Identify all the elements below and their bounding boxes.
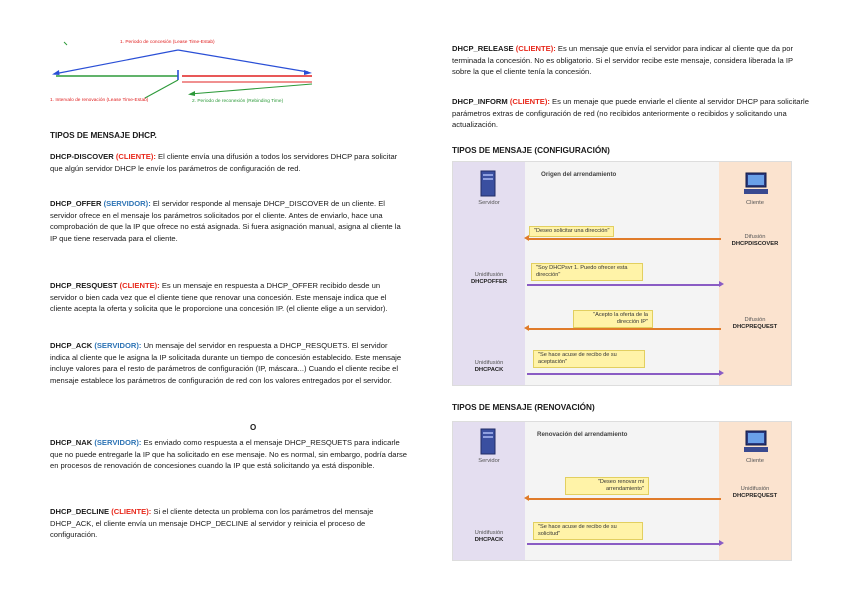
side-label-a: Difusión [744, 317, 766, 323]
msg-dhcp-release [452, 43, 812, 78]
server-label: Servidor [478, 458, 500, 464]
client-label: Cliente [745, 458, 765, 464]
lease-period-label: 1. Periodo de concesión (Lease Time-Estab) [120, 40, 215, 45]
role-label: (SERVIDOR): [94, 438, 142, 447]
diagram-title: Renovación del arrendamiento [537, 431, 628, 438]
term-description: El servidor responde al mensaje DHCP_DISCOVER de un cliente. El servidor ofrece en el mensaje los parámetros solicitados por el cliente. Antes de enviarlo, hace una comprobación de que la IP que ofrece no está asignada. Si fuera asignación manual, asigna al cliente la IP que tiene reservada para el cliente. [50, 199, 401, 243]
rebinding-pointer [190, 84, 312, 94]
term-label: DHCP_RESQUEST [50, 281, 118, 290]
msg-dhcp-offer [50, 198, 408, 244]
term-label: DHCP_NAK [50, 438, 93, 447]
side-label-a: Difusión [744, 234, 766, 240]
msg-bubble-discover: "Deseo solicitar una dirección" [529, 226, 614, 237]
arrow-renew-request [527, 498, 721, 500]
side-label-b: DHCPACK [474, 537, 504, 543]
lease-arrowhead-right [304, 70, 312, 75]
arrow-request [527, 328, 721, 330]
lease-arrow-right [178, 50, 308, 72]
arrow-renew-ack [527, 543, 721, 545]
section-title-config: TIPOS DE MENSAJE (CONFIGURACIÓN) [452, 146, 610, 155]
side-label-offer [455, 272, 523, 286]
diagram-title: Origen del arrendamiento [541, 171, 617, 178]
msg-bubble-request: "Acepto la oferta de la dirección IP" [573, 310, 653, 328]
role-label: (SERVIDOR): [94, 341, 142, 350]
side-label-a: Unidifusión [474, 530, 504, 536]
side-label-discover [721, 234, 789, 248]
side-label-b: DHCPACK [474, 367, 504, 373]
arrow-discover [527, 238, 721, 240]
term-description: Es un mensaje en respuesta a DHCP_OFFER recibido desde un servidor o bien cada vez que el cliente tiene que renovar una concesión. Este mensaje indica que el cliente acepta la oferta y solicita que le proporcione una concesión IP. (el cliente elige a un servidor). [50, 281, 388, 314]
role-label: (CLIENTE): [115, 152, 156, 161]
term-description: Es un mensaje que envía el servidor para indicar al cliente que da por terminada la concesión. No es obligatorio. Si el servidor recibe este mensaje, considera liberada la IP sobre la que el cliente tenía la concesión. [452, 44, 794, 77]
client-label: Cliente [745, 200, 765, 206]
msg-bubble-offer: "Soy DHCPsvr 1. Puedo ofrecer esta dirección" [531, 263, 643, 281]
term-description: Es un menaje que puede enviarle el cliente al servidor DHCP para solicitarle parámetros extras de configuración de red (no recibidos anteriormente o recibidos y solicitando una actualización. [452, 97, 809, 130]
msg-bubble-renew-request: "Deseo renovar mi arrendamiento" [565, 477, 649, 495]
msg-dhcp-ack [50, 340, 408, 386]
msg-bubble-ack: "Se hace acuse de recibo de su aceptación" [533, 350, 645, 368]
side-label-ack [455, 360, 523, 374]
rebinding-pointer-head [188, 91, 195, 96]
renewal-pointer [145, 80, 178, 98]
msg-dhcp-decline [50, 506, 408, 541]
term-description: Es enviado como respuesta a el mensaje DHCP_RESQUETS para indicarle que no puede entregarle la IP que ha solicitado en ese mensaje. No es normal, sin embargo, podría darse en procesos de renovación de concesiones cuando la IP que está solicitando ya está disponible. [50, 438, 407, 471]
side-label-a: Unidifusión [740, 486, 770, 492]
side-label-b: DHCPOFFER [470, 279, 508, 285]
msg-dhcp-request [50, 280, 408, 315]
side-label-b: DHCPREQUEST [732, 493, 778, 499]
server-icon [477, 170, 499, 198]
side-label-a: Unidifusión [474, 360, 504, 366]
side-label-b: DHCPREQUEST [732, 324, 778, 330]
term-description: Si el cliente detecta un problema con los parámetros del mensaje DHCP_ACK, el cliente envía un mensaje DHCP_DECLINE al servidor y reinicia el proceso de configuración. [50, 507, 374, 540]
term-label: DHCP_RELEASE [452, 44, 514, 53]
renewal-interval-label: 1. Intervalo de renovación (Lease Time-Estab) [50, 98, 149, 103]
timeline-tick [64, 42, 67, 45]
role-label: (SERVIDOR): [103, 199, 151, 208]
client-pc-icon [743, 430, 769, 454]
arrow-ack [527, 373, 721, 375]
side-label-a: Unidifusión [474, 272, 504, 278]
msg-dhcp-nak [50, 437, 408, 472]
lease-timeline-diagram [50, 36, 315, 116]
lease-origin-diagram [452, 161, 792, 386]
msg-bubble-renew-ack: "Se hace acuse de recibo de su solicitud" [533, 522, 643, 540]
server-label: Servidor [478, 200, 500, 206]
msg-dhcp-inform [452, 96, 812, 131]
lease-renewal-diagram [452, 421, 792, 561]
lease-timeline-svg [50, 36, 315, 116]
section-title-dhcp-messages: TIPOS DE MENSAJE DHCP. [50, 131, 157, 140]
term-description: Un mensaje del servidor en respuesta a DHCP_RESQUETS. El servidor indica al cliente que le asigna la IP solicitada durante un tiempo de concesión establecido. Este mensaje incluye valores para el resto de parámetros de configuración (IP, máscara...) Cuando el cliente recibe el mensaje establece los parámetros de configuración de red con los valores entregados por el servidor. [50, 341, 402, 385]
arrow-offer [527, 284, 721, 286]
role-label: (CLIENTE): [111, 507, 152, 516]
role-label: (CLIENTE): [119, 281, 160, 290]
term-description: El cliente envía una difusión a todos los servidores DHCP para solicitar que algún servidor DHCP le envíe los parámetros de configuración de red. [50, 152, 398, 173]
side-label-b: DHCPDISCOVER [731, 241, 779, 247]
lease-arrow-left [54, 50, 178, 74]
term-label: DHCP_DECLINE [50, 507, 110, 516]
role-label: (CLIENTE): [515, 44, 556, 53]
term-label: DHCP_INFORM [452, 97, 508, 106]
section-title-renewal: TIPOS DE MENSAJE (RENOVACIÓN) [452, 403, 595, 412]
role-label: (CLIENTE): [509, 97, 550, 106]
msg-dhcp-discover [50, 151, 408, 174]
client-pc-icon [743, 172, 769, 196]
term-label: DHCP_OFFER [50, 199, 102, 208]
rebinding-period-label: 2. Periodo de reconexión (Rebinding Time) [192, 99, 284, 104]
term-label: DHCP_ACK [50, 341, 93, 350]
lease-arrowhead-left [52, 70, 60, 75]
server-icon [477, 428, 499, 456]
side-label-renew-ack [455, 530, 523, 544]
side-label-renew-request [721, 486, 789, 500]
side-label-request [721, 317, 789, 331]
term-label: DHCP-DISCOVER [50, 152, 114, 161]
separator-o: O [250, 423, 257, 432]
